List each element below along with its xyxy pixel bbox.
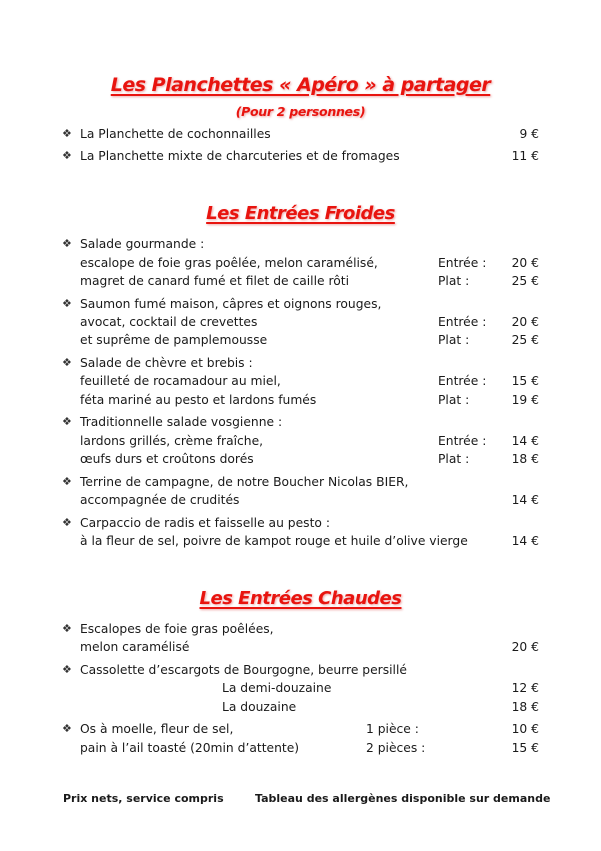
menu-item-line: Salade gourmande : — [80, 237, 205, 251]
menu-item-price: 18 € — [511, 700, 539, 714]
menu-item-line: Saumon fumé maison, câpres et oignons rouges, — [80, 297, 382, 311]
menu-item-price: 25 € — [511, 333, 539, 347]
footer-allergens-note: Tableau des allergènes disponible sur demande — [255, 792, 551, 805]
bullet-icon: ❖ — [62, 415, 72, 428]
menu-item-line: Escalopes de foie gras poêlées, — [80, 622, 274, 636]
menu-item-name: La Planchette mixte de charcuteries et de fromages — [80, 149, 400, 163]
menu-item-price: 14 € — [511, 534, 539, 548]
bullet-icon: ❖ — [62, 622, 72, 635]
bullet-icon: ❖ — [62, 356, 72, 369]
footer-prices-note: Prix nets, service compris — [63, 792, 224, 805]
menu-item-line: accompagnée de crudités — [80, 493, 240, 507]
menu-item-name: La Planchette de cochonnailles — [80, 127, 271, 141]
menu-item-line: magret de canard fumé et filet de caille rôti — [80, 274, 350, 288]
section-title-entrees-froides: Les Entrées Froides — [206, 203, 395, 224]
menu-item-line: lardons grillés, crème fraîche, — [80, 434, 264, 448]
bullet-icon: ❖ — [62, 297, 72, 310]
section-title-entrees-chaudes: Les Entrées Chaudes — [199, 588, 402, 609]
menu-item-price: 14 € — [511, 493, 539, 507]
menu-item-price: 20 € — [511, 256, 539, 270]
menu-item-price: 11 € — [511, 149, 539, 163]
menu-item-line: melon caramélisé — [80, 640, 190, 654]
menu-item-line: à la fleur de sel, poivre de kampot rouge et huile d’olive vierge — [80, 534, 468, 548]
menu-item-line: Os à moelle, fleur de sel, — [80, 722, 234, 736]
bullet-icon: ❖ — [62, 722, 72, 735]
bullet-icon: ❖ — [62, 663, 72, 676]
bullet-icon: ❖ — [62, 516, 72, 529]
bullet-icon: ❖ — [62, 475, 72, 488]
menu-item-line: escalope de foie gras poêlée, melon caramélisé, — [80, 256, 378, 270]
menu-item-price: 20 € — [511, 315, 539, 329]
menu-item-price: 12 € — [511, 681, 539, 695]
menu-item-line: feuilleté de rocamadour au miel, — [80, 374, 281, 388]
size-label: Plat : — [438, 452, 470, 466]
menu-item-price: 25 € — [511, 274, 539, 288]
menu-item-price: 19 € — [511, 393, 539, 407]
menu-item-line: avocat, cocktail de crevettes — [80, 315, 258, 329]
menu-item-price: 9 € — [519, 127, 539, 141]
menu-item-price: 18 € — [511, 452, 539, 466]
menu-item-line: œufs durs et croûtons dorés — [80, 452, 254, 466]
option-label: 1 pièce : — [366, 722, 419, 736]
size-label: Plat : — [438, 333, 470, 347]
section-title-planchettes: Les Planchettes « Apéro » à partager — [110, 74, 491, 96]
menu-item-line: Terrine de campagne, de notre Boucher Nicolas BIER, — [80, 475, 409, 489]
option-label: La douzaine — [222, 700, 297, 714]
bullet-icon: ❖ — [62, 127, 72, 140]
size-label: Entrée : — [438, 256, 487, 270]
size-label: Entrée : — [438, 434, 487, 448]
menu-item-line: pain à l’ail toasté (20min d’attente) — [80, 741, 300, 755]
bullet-icon: ❖ — [62, 149, 72, 162]
option-label: 2 pièces : — [366, 741, 426, 755]
bullet-icon: ❖ — [62, 237, 72, 250]
menu-item-line: Carpaccio de radis et faisselle au pesto : — [80, 516, 330, 530]
size-label: Plat : — [438, 393, 470, 407]
menu-item-price: 20 € — [511, 640, 539, 654]
menu-item-price: 10 € — [511, 722, 539, 736]
option-label: La demi-douzaine — [222, 681, 332, 695]
menu-item-line: et suprême de pamplemousse — [80, 333, 268, 347]
size-label: Plat : — [438, 274, 470, 288]
menu-item-price: 14 € — [511, 434, 539, 448]
menu-item-line: Cassolette d’escargots de Bourgogne, beurre persillé — [80, 663, 407, 677]
menu-item-line: Traditionnelle salade vosgienne : — [80, 415, 283, 429]
size-label: Entrée : — [438, 374, 487, 388]
menu-item-price: 15 € — [511, 741, 539, 755]
menu-item-price: 15 € — [511, 374, 539, 388]
menu-item-line: féta mariné au pesto et lardons fumés — [80, 393, 317, 407]
section-subtitle-planchettes: (Pour 2 personnes) — [235, 104, 366, 119]
size-label: Entrée : — [438, 315, 487, 329]
menu-item-line: Salade de chèvre et brebis : — [80, 356, 253, 370]
